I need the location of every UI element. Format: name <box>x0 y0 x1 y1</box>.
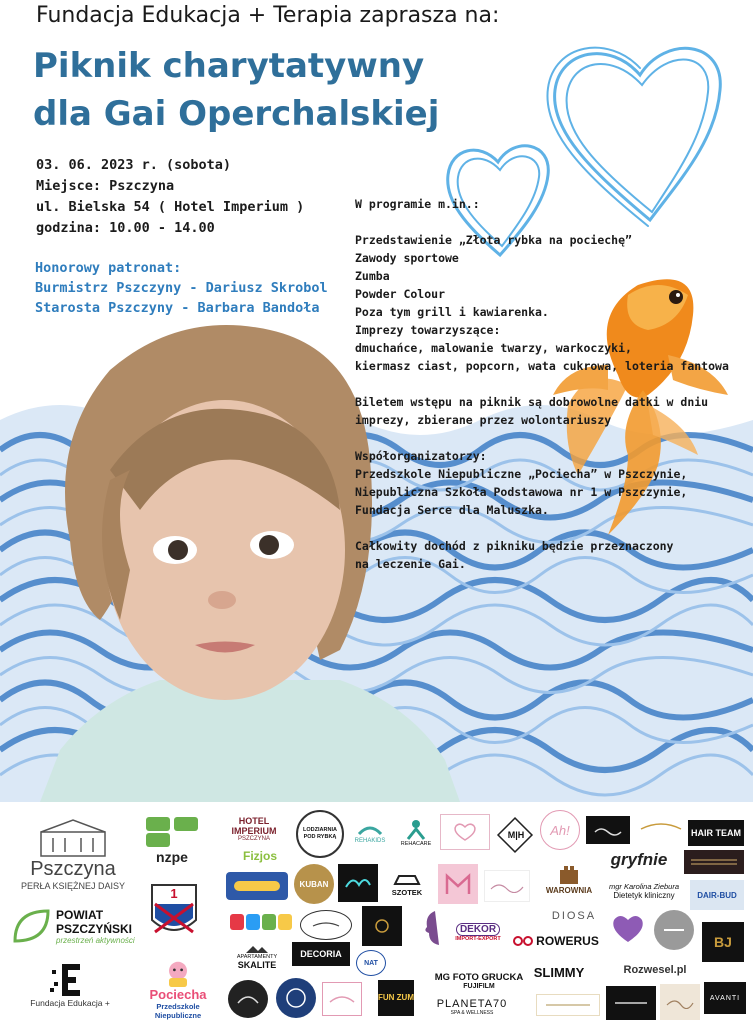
slimmy-logo <box>530 958 588 986</box>
coorganizer: Niepubliczna Szkoła Podstawowa nr 1 w Pszczynie, <box>355 485 688 499</box>
program-section <box>355 195 735 573</box>
gryfnie-logo <box>600 848 678 872</box>
round-dark-logo <box>228 980 268 1018</box>
dekor-subtitle: IMPORT-EXPORT <box>455 935 501 942</box>
pink-tile-logo <box>438 864 478 904</box>
skalite-line-2: SKALITE <box>237 960 277 970</box>
pink-frame-logo <box>322 982 362 1016</box>
purple-heart-icon <box>608 912 648 944</box>
planeta70-logo <box>424 994 520 1020</box>
mammut-shape-icon <box>232 878 282 894</box>
rehakids-wave-icon <box>357 822 383 838</box>
pociecha-subtitle: Przedszkole Niepubliczne <box>154 1002 202 1020</box>
warownia-logo <box>540 854 598 902</box>
kuban-name: KUBAN <box>299 879 329 889</box>
decoria-name: DECORIA <box>300 949 342 959</box>
income-info: na leczenie Gai. <box>355 557 466 571</box>
kuban-logo <box>294 864 334 904</box>
powiat-line-2: PSZCZYŃSKI <box>56 921 133 936</box>
navy-round-logo <box>276 978 316 1018</box>
avanti-logo <box>704 982 746 1014</box>
pink-heart-icon <box>450 822 480 842</box>
rehacare-person-icon <box>405 819 427 841</box>
rozwesel-logo <box>610 958 700 982</box>
skalite-logo <box>226 940 288 974</box>
rozwesel-name: Rozwesel.pl <box>623 964 687 976</box>
black-tile-logo <box>362 906 402 946</box>
nat-name: NAT <box>364 959 378 967</box>
event-address: ul. Bielska 54 ( Hotel Imperium ) <box>36 199 305 215</box>
child-icon <box>158 960 198 987</box>
fizjos-logo <box>232 846 288 866</box>
black-brand-logo <box>606 986 656 1020</box>
mh-name: M|H <box>507 830 525 840</box>
rehakids-name: REHAKIDS <box>354 838 386 844</box>
dietetyk-logo <box>604 878 684 904</box>
szotek-name: SZOTEK <box>391 887 423 897</box>
nzpe-blocks-icon <box>142 815 202 849</box>
beige-script-icon <box>665 995 695 1009</box>
patronage-heading: Honorowy patronat: <box>35 260 182 276</box>
powiat-tagline: przestrzeń aktywności <box>56 935 135 945</box>
powiat-line-1: POWIAT <box>56 907 104 922</box>
white-line-icon <box>613 999 649 1007</box>
honorary-patronage <box>35 258 328 318</box>
gryfnie-name: gryfnie <box>610 850 668 869</box>
rowerus-logo <box>508 930 604 952</box>
ah-beauty-logo <box>540 810 580 850</box>
hair-team-name: HAIR TEAM <box>691 828 741 838</box>
dair-bud-name: DAIR-BUD <box>697 890 737 900</box>
pink-m-icon <box>444 872 472 896</box>
dark-banner-logo <box>684 850 744 874</box>
purple-heart-logo <box>606 910 650 946</box>
ticket-info: imprezy, zbierane przez wolontariuszy <box>355 413 612 427</box>
castle-icon <box>558 862 580 886</box>
hotel-imperium-city: PSZCZYNA <box>237 836 270 842</box>
gold-dot-icon <box>372 916 392 936</box>
hotel-imperium-logo <box>216 814 292 844</box>
pszczyna-name: Pszczyna <box>30 857 116 880</box>
mountain-icon <box>245 944 269 954</box>
fujifilm-name: FUJIFILM <box>463 983 495 990</box>
program-item: Zumba <box>355 269 390 283</box>
round-mark-icon <box>236 991 260 1007</box>
script-brand-logo <box>484 870 530 902</box>
studio-round-logo <box>654 910 694 950</box>
slimmy-name: SLIMMY <box>533 964 585 980</box>
patronage-mayor: Burmistrz Pszczyny - Dariusz Skrobol <box>35 280 328 296</box>
zaczyn-logo <box>300 910 352 940</box>
decoria-logo <box>292 942 350 966</box>
program-item: Powder Colour <box>355 287 446 301</box>
program-item: Zawody sportowe <box>355 251 459 265</box>
school-number: 1 <box>170 886 178 901</box>
ticket-info: Biletem wstępu na piknik są dobrowolne datki w dniu <box>355 395 709 409</box>
sponsor-logos <box>0 802 753 1024</box>
hair-team-logo <box>688 820 744 846</box>
bj-logo <box>702 922 744 962</box>
powiat-leaf-icon <box>10 906 52 946</box>
bj-name: BJ <box>714 934 732 950</box>
rehacare-logo <box>396 814 436 852</box>
dekor-logo <box>452 916 504 948</box>
mh-logo <box>496 816 536 854</box>
patronage-starost: Starosta Pszczyny - Barbara Bandoła <box>35 300 320 316</box>
dark-brand-logo <box>586 816 630 844</box>
good-place-logo <box>338 864 378 902</box>
event-place: Miejsce: Pszczyna <box>36 178 175 194</box>
neon-script-icon <box>343 873 373 893</box>
cream-frame-logo <box>536 994 600 1016</box>
fun-zum-logo <box>378 980 414 1016</box>
program-item: Przedstawienie „Złota rybka na pociechę” <box>355 233 632 247</box>
dekor-name: DEKOR <box>456 923 500 936</box>
warownia-name: WAROWNIA <box>545 885 593 895</box>
skalite-line-1: APARTAMENTY <box>236 954 278 960</box>
fundacja-logo <box>20 954 120 1016</box>
cream-line-icon <box>544 1000 592 1010</box>
event-title <box>33 42 439 138</box>
script-flourish-icon <box>489 879 525 893</box>
fun-zum-name: FUN ZUM <box>378 993 414 1002</box>
event-time: godzina: 10.00 - 14.00 <box>36 220 215 236</box>
event-title-line-2: dla Gai Operchalskiej <box>33 94 440 134</box>
banner-lines-icon <box>689 858 739 866</box>
coorganizer: Przedszkole Niepubliczne „Pociecha” w Pszczynie, <box>355 467 688 481</box>
palace-icon <box>33 818 113 858</box>
beige-brand-logo <box>660 984 700 1020</box>
event-title-line-1: Piknik charytatywny <box>33 46 425 86</box>
dietetyk-name: mgr Karolina Ziebura <box>608 882 680 891</box>
kids-colorful-logo <box>226 908 296 936</box>
program-item: dmuchańce, malowanie twarzy, warkoczyki, <box>355 341 632 355</box>
planeta70-subtitle: SPA & WELLNESS <box>450 1010 494 1016</box>
diosa-name: DIOSA <box>551 910 597 922</box>
lodziarnia-logo <box>296 810 344 858</box>
nzpe-name: nzpe <box>156 849 188 865</box>
coorganizers-heading: Współorganizatorzy: <box>355 449 487 463</box>
dair-bud-logo <box>690 880 744 910</box>
szotek-logo <box>384 866 430 900</box>
program-item: kiermasz ciast, popcorn, wata cukrowa, loteria fantowa <box>355 359 729 373</box>
rehakids-logo <box>348 816 392 850</box>
program-item: Imprezy towarzyszące: <box>355 323 501 337</box>
face-profile-icon <box>421 909 443 947</box>
rehacare-name: REHACARE <box>400 841 432 847</box>
mg-foto-logo <box>434 966 524 996</box>
pink-brand-logo <box>440 814 490 850</box>
navy-circle-icon <box>284 986 308 1010</box>
mammut-logo <box>226 872 288 900</box>
pszczyna-logo <box>18 808 128 900</box>
lodziarnia-name: LODZIARNIA POD RYBKĄ <box>303 827 337 840</box>
mg-foto-name: MG FOTO GRUCKA <box>434 972 524 983</box>
bicycle-icon <box>513 935 533 947</box>
ah-beauty-name: Ah! <box>550 822 570 838</box>
studio-mark-icon <box>662 925 686 935</box>
powiat-logo <box>10 902 135 950</box>
gold-brand-logo <box>636 812 686 842</box>
script-mark-icon <box>593 824 623 836</box>
fundacja-name: Fundacja Edukacja + <box>30 998 110 1008</box>
diosa-logo <box>546 902 602 930</box>
pink-script-icon <box>328 992 356 1006</box>
dietetyk-title: Dietetyk kliniczny <box>613 891 675 900</box>
nzpe-logo <box>136 812 208 868</box>
avanti-name: AVANTI <box>709 994 741 1002</box>
invitation-line: Fundacja Edukacja + Terapia zaprasza na: <box>36 3 500 28</box>
rowerus-name: ROWERUS <box>536 934 599 948</box>
pociecha-name: Pociecha <box>149 987 207 1002</box>
letter-e-icon <box>48 962 92 998</box>
pociecha-logo <box>136 960 220 1020</box>
school-nr1-logo <box>148 880 200 944</box>
program-item: Poza tym grill i kawiarenka. <box>355 305 549 319</box>
coorganizer: Fundacja Serce dla Maluszka. <box>355 503 549 517</box>
face-silhouette-logo <box>420 908 444 948</box>
szotek-car-icon <box>393 870 421 888</box>
income-info: Całkowity dochód z pikniku będzie przeznaczony <box>355 539 674 553</box>
pszczyna-tagline: PERŁA KSIĘŻNEJ DAISY <box>20 880 126 891</box>
zaczyn-script-icon <box>311 920 341 930</box>
nat-logo <box>356 950 386 976</box>
event-details <box>36 155 304 239</box>
program-heading: W programie m.in.: <box>355 197 480 211</box>
colorful-blocks-icon <box>228 910 294 934</box>
hotel-imperium-name: HOTEL IMPERIUM <box>231 816 277 836</box>
fizjos-name: Fizjos <box>242 849 277 863</box>
gold-ornament-icon <box>639 819 683 835</box>
event-date: 03. 06. 2023 r. (sobota) <box>36 157 232 173</box>
planeta70-name: PLANETA70 <box>436 998 508 1010</box>
